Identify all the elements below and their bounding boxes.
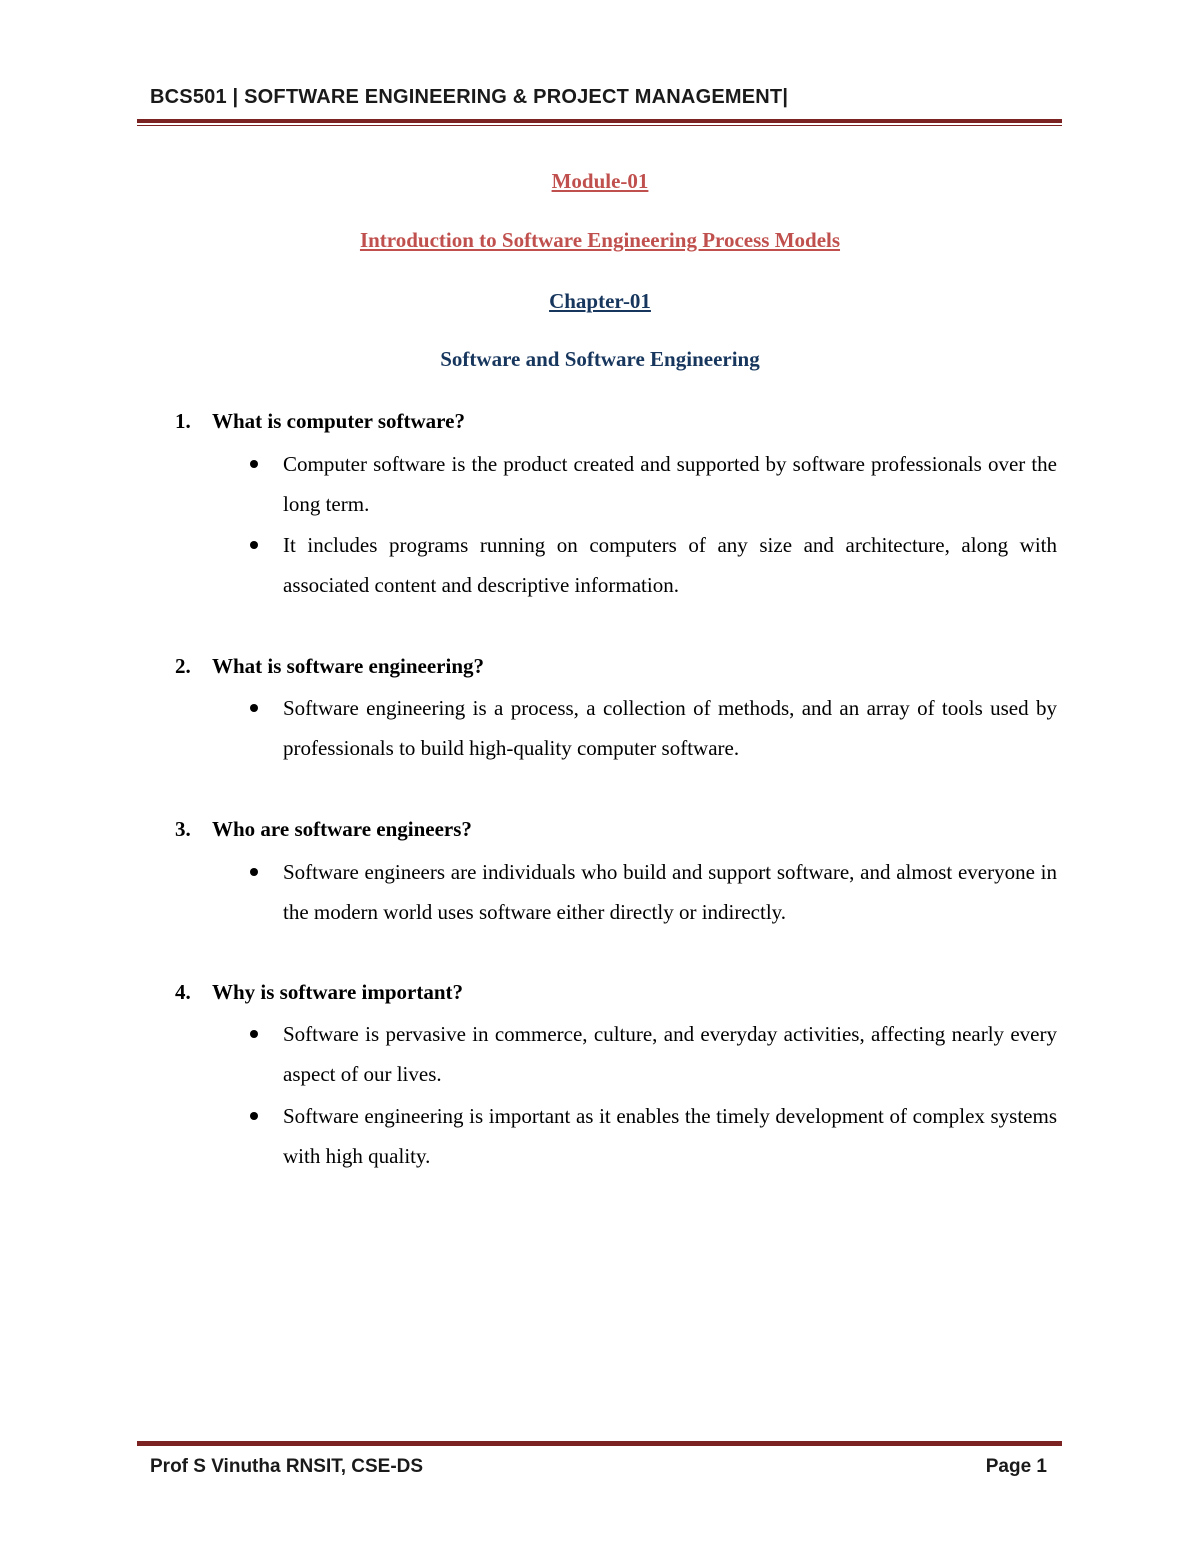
- chapter-heading: Chapter-01: [549, 289, 651, 313]
- list-item: [250, 852, 1070, 932]
- list-item-text: Software engineering is important as it enables the timely development of complex systems with high quality.: [283, 1104, 1057, 1168]
- question-text: What is software engineering?: [212, 654, 485, 678]
- question-number: 4.: [175, 980, 191, 1004]
- question-number: 2.: [175, 654, 191, 678]
- list-item: [250, 1096, 1070, 1176]
- page-number: Page 1: [985, 1456, 1047, 1477]
- question-3: [175, 817, 472, 842]
- question-number: 3.: [175, 817, 191, 841]
- list-item: [250, 525, 1070, 605]
- list-item-text: Computer software is the product created and supported by software professionals over the long term.: [283, 452, 1057, 516]
- footer-author: Prof S Vinutha RNSIT, CSE-DS: [150, 1456, 424, 1477]
- header-title: BCS501 | SOFTWARE ENGINEERING & PROJECT MANAGEMENT|: [150, 86, 789, 108]
- bullet-icon: [250, 1030, 258, 1038]
- question-1: [175, 409, 465, 434]
- question-text: Why is software important?: [212, 980, 464, 1004]
- footer-rule: [137, 1441, 1062, 1446]
- header-rule-thin: [137, 125, 1062, 126]
- question-number: 1.: [175, 409, 191, 433]
- list-item: [250, 1014, 1070, 1094]
- bullet-icon: [250, 868, 258, 876]
- header-rule: [137, 119, 1062, 123]
- list-item-text: It includes programs running on computers of any size and architecture, along with associated content and descriptive information.: [283, 533, 1057, 597]
- question-4: [175, 980, 463, 1005]
- question-2: [175, 654, 484, 679]
- list-item-text: Software engineering is a process, a collection of methods, and an array of tools used by professionals to build high-quality computer software.: [283, 696, 1057, 760]
- list-item-text: Software engineers are individuals who build and support software, and almost everyone in the modern world uses software either directly or indirectly.: [283, 860, 1057, 924]
- question-text: Who are software engineers?: [212, 817, 472, 841]
- question-text: What is computer software?: [212, 409, 465, 433]
- section-heading: Software and Software Engineering: [440, 347, 760, 371]
- intro-heading: Introduction to Software Engineering Process Models: [359, 228, 841, 252]
- bullet-icon: [250, 541, 258, 549]
- list-item-text: Software is pervasive in commerce, culture, and everyday activities, affecting nearly every aspect of our lives.: [283, 1022, 1057, 1086]
- bullet-icon: [250, 704, 258, 712]
- bullet-icon: [250, 1112, 258, 1120]
- list-item: [250, 444, 1070, 524]
- bullet-icon: [250, 460, 258, 468]
- list-item: [250, 688, 1070, 768]
- module-heading: Module-01: [551, 169, 649, 193]
